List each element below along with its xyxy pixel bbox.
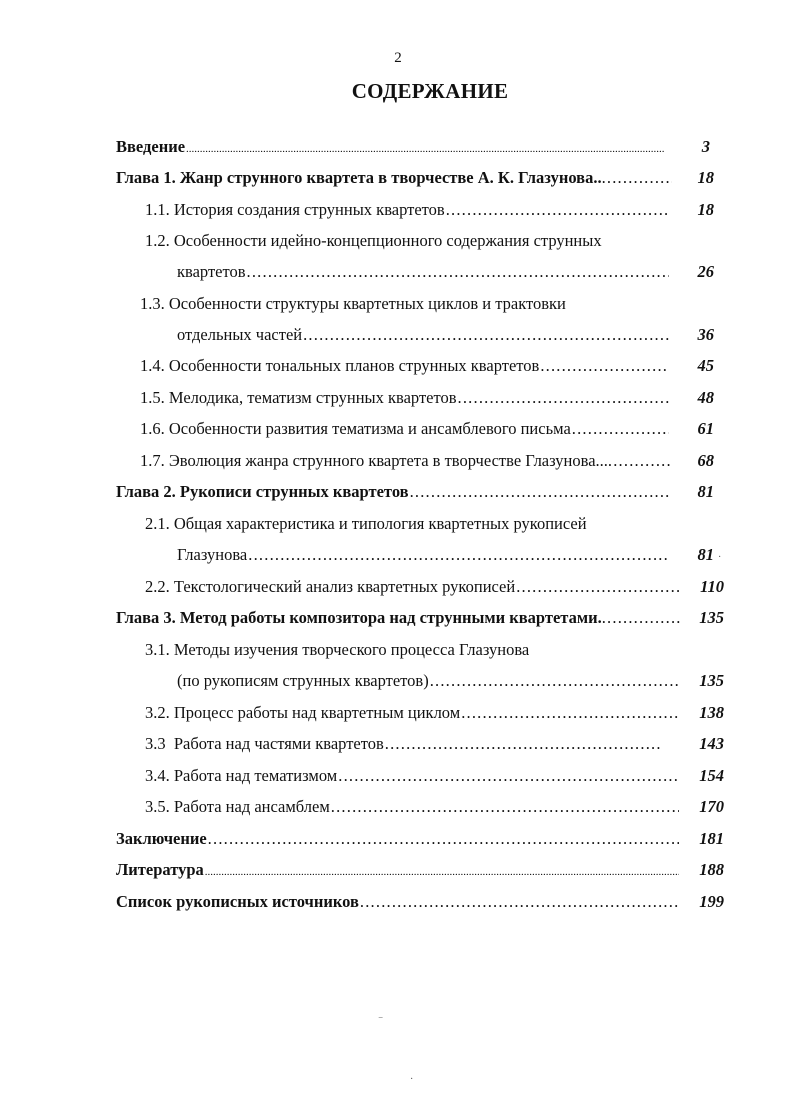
toc-label: Введение xyxy=(116,137,186,156)
toc-entry-section-1-5 xyxy=(140,385,714,411)
toc-label: 3.4. Работа над тематизмом xyxy=(145,766,338,785)
dot-leader xyxy=(540,353,669,379)
toc-label: 2.2. Текстологический анализ квартетных рукописей xyxy=(145,577,516,596)
toc-label: 3.5. Работа над ансамблем xyxy=(145,797,330,816)
toc-entry-section-1-3 xyxy=(177,322,714,348)
scan-speck: · xyxy=(718,552,722,563)
toc-page-number: 135 xyxy=(699,608,724,627)
dot-leader xyxy=(461,700,679,726)
dot-leader xyxy=(186,136,665,162)
toc-page-number: 81 xyxy=(697,545,714,564)
dot-leader xyxy=(208,826,679,852)
toc-page-number: 18 xyxy=(697,200,714,219)
toc-page-number: 48 xyxy=(697,388,714,407)
toc-page-number: 199 xyxy=(699,892,724,911)
page-number: 2 xyxy=(394,50,402,66)
toc-page-number: 36 xyxy=(697,325,714,344)
toc-entry-section-1-2-line-1: 1.2. Особенности идейно-концепционного содержания струнных xyxy=(145,231,602,250)
toc-label: 3.2. Процесс работы над квартетным циклом xyxy=(145,703,461,722)
toc-entry-section-3-3 xyxy=(145,731,724,757)
toc-page-number: 61 xyxy=(697,419,714,438)
toc-label: Литература xyxy=(116,860,204,879)
toc-label: Список рукописных источников xyxy=(116,892,359,911)
dot-leader xyxy=(602,605,682,631)
toc-entry-section-1-6 xyxy=(140,416,714,442)
toc-label: Глава 2. Рукописи струнных квартетов xyxy=(116,482,409,501)
dot-leader xyxy=(248,542,669,568)
toc-entry-section-3-1 xyxy=(177,668,724,694)
dot-leader xyxy=(247,259,669,285)
toc-page-number: 135 xyxy=(699,671,724,690)
toc-label: отдельных частей xyxy=(177,325,303,344)
scan-speck: · xyxy=(410,1074,414,1085)
toc-label: Глава 3. Метод работы композитора над струнными квартетами. xyxy=(116,608,602,627)
toc-entry-section-3-2 xyxy=(145,700,724,726)
dot-leader xyxy=(602,165,672,191)
toc-page-number: 68 xyxy=(697,451,714,470)
toc-entry-section-3-1-line-1: 3.1. Методы изучения творческого процесса Глазунова xyxy=(145,640,530,659)
toc-page-number: 81 xyxy=(697,482,714,501)
toc-entry-conclusion xyxy=(116,826,724,852)
toc-entry-section-1-4 xyxy=(140,353,714,379)
toc-entry-section-2-1-line-1: 2.1. Общая характеристика и типология квартетных рукописей xyxy=(145,514,587,533)
toc-entry-chapter-1 xyxy=(116,165,714,191)
toc-entry-literature xyxy=(116,857,724,883)
dot-leader xyxy=(608,448,672,474)
dot-leader xyxy=(446,197,669,223)
toc-label: 1.6. Особенности развития тематизма и ансамблевого письма xyxy=(140,419,571,438)
dot-leader xyxy=(458,385,669,411)
toc-page-number: 188 xyxy=(699,860,724,879)
toc-label: Глава 1. Жанр струнного квартета в творчестве А. К. Глазунова.. xyxy=(116,168,602,187)
page-title: СОДЕРЖАНИЕ xyxy=(351,79,509,103)
toc-entry-section-1-2 xyxy=(177,259,714,285)
toc-label: 1.7. Эволюция жанра струнного квартета в творчестве Глазунова... xyxy=(140,451,608,470)
dot-leader xyxy=(360,889,679,915)
dot-leader xyxy=(385,731,662,757)
toc-entry-section-2-2 xyxy=(145,574,724,600)
toc-label: Глазунова xyxy=(177,545,248,564)
dot-leader xyxy=(303,322,669,348)
toc-page-number: 181 xyxy=(699,829,724,848)
toc-page-number: 3 xyxy=(701,137,710,156)
toc-entry-section-1-7 xyxy=(140,448,714,474)
toc-entry-section-3-5 xyxy=(145,794,724,820)
toc-entry-chapter-2 xyxy=(116,479,714,505)
dot-leader xyxy=(410,479,669,505)
toc-entry-manuscripts xyxy=(116,889,724,915)
toc-label: квартетов xyxy=(177,262,246,281)
dot-leader xyxy=(430,668,679,694)
toc-page-number: 45 xyxy=(697,356,714,375)
toc-entry-section-2-1 xyxy=(177,542,714,568)
toc-page-number: 138 xyxy=(699,703,724,722)
toc-label: 3.3 Работа над частями квартетов xyxy=(145,734,384,753)
scan-speck: ⁻ xyxy=(378,1015,384,1026)
toc-label: 1.1. История создания струнных квартетов xyxy=(145,200,445,219)
toc-label: 1.5. Мелодика, тематизм струнных квартетов xyxy=(140,388,457,407)
toc-page-number: 18 xyxy=(697,168,714,187)
dot-leader xyxy=(516,574,679,600)
toc-entry-section-1-3-line-1: 1.3. Особенности структуры квартетных циклов и трактовки xyxy=(140,294,566,313)
toc-page-number: 110 xyxy=(700,577,724,596)
toc-page-number: 170 xyxy=(699,797,724,816)
toc-entry-section-1-1 xyxy=(145,197,714,223)
toc-entry-chapter-3 xyxy=(116,605,724,631)
toc-page-number: 26 xyxy=(697,262,714,281)
toc-page-number: 143 xyxy=(699,734,724,753)
dot-leader xyxy=(331,794,679,820)
toc-label: (по рукописям струнных квартетов) xyxy=(177,671,429,690)
toc-entry-intro xyxy=(116,134,710,160)
toc-label: Заключение xyxy=(116,829,207,848)
dot-leader xyxy=(338,763,679,789)
toc-page-number: 154 xyxy=(699,766,724,785)
dot-leader xyxy=(572,416,669,442)
toc-entry-section-3-4 xyxy=(145,763,724,789)
dot-leader xyxy=(205,859,679,885)
toc-label: 1.4. Особенности тональных планов струнных квартетов xyxy=(140,356,540,375)
